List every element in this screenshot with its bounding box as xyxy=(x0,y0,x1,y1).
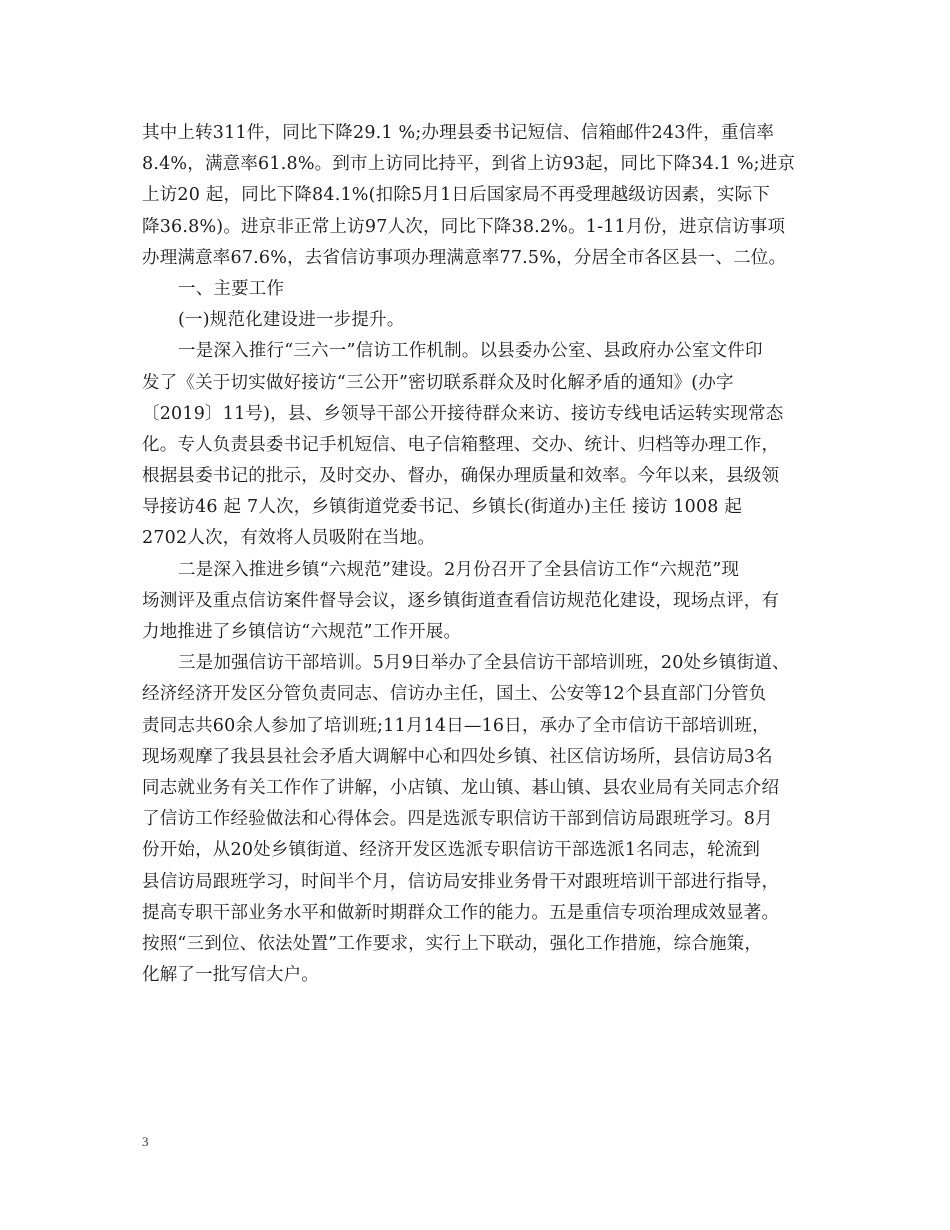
text-line: 了信访工作经验做法和心得体会。四是选派专职信访干部到信访局跟班学习。8月 xyxy=(142,809,773,830)
text-line: 提高专职干部业务水平和做新时期群众工作的能力。五是重信专项治理成效显著。 xyxy=(142,902,780,923)
text-line: 同志就业务有关工作作了讲解，小店镇、龙山镇、碁山镇、县农业局有关同志介绍 xyxy=(142,777,780,798)
text-line: 责同志共60余人参加了培训班;11月14日—16日，承办了全市信访干部培训班， xyxy=(142,715,770,736)
text-line: 一、主要工作 xyxy=(178,278,285,299)
text-line: 份开始，从20处乡镇街道、经济开发区选派专职信访干部选派1名同志，轮流到 xyxy=(142,840,761,861)
text-line: 其中上转311件，同比下降29.1 %;办理县委书记短信、信箱邮件243件，重信率 xyxy=(142,123,775,143)
text-line: 根据县委书记的批示，及时交办、督办，确保办理质量和效率。今年以来，县级领 xyxy=(142,466,780,487)
text-line: 县信访局跟班学习，时间半个月，信访局安排业务骨干对跟班培训干部进行指导， xyxy=(142,871,780,892)
text-line: 8.4%，满意率61.8%。到市上访同比持平，到省上访93起，同比下降34.1 %;进京 xyxy=(142,154,796,175)
text-line: 发了《关于切实做好接访“三公开”密切联系群众及时化解矛盾的通知》(办字 xyxy=(142,372,734,393)
text-line: 上访20 起，同比下降84.1%(扣除5月1日后国家局不再受理越级访因素，实际下 xyxy=(142,185,771,206)
text-line: 场测评及重点信访案件督导会议，逐乡镇街道查看信访规范化建设，现场点评，有 xyxy=(142,590,780,611)
text-line: 力地推进了乡镇信访“六规范”工作开展。 xyxy=(142,622,462,642)
document-body xyxy=(142,118,824,991)
page-number: 3 xyxy=(142,1134,149,1149)
text-line: 现场观摩了我县县社会矛盾大调解中心和四处乡镇、社区信访场所，县信访局3名 xyxy=(142,746,773,767)
text-line: 办理满意率67.6%，去省信访事项办理满意率77.5%，分居全市各区县一、二位。 xyxy=(142,247,787,268)
text-line: 降36.8%)。进京非正常上访97人次，同比下降38.2%。1-11月份，进京信访事项 xyxy=(142,216,786,237)
text-line: 〔2019〕11号)，县、乡领导干部公开接待群众来访、接访专线电话运转实现常态 xyxy=(142,403,784,424)
text-line: 按照“三到位、依法处置”工作要求，实行上下联动，强化工作措施，综合施策， xyxy=(142,933,763,954)
text-line: 三是加强信访干部培训。5月9日举办了全县信访干部培训班，20处乡镇街道、 xyxy=(178,653,790,674)
text-line: 2702人次，有效将人员吸附在当地。 xyxy=(142,528,436,549)
text-line: 化。专人负责县委书记手机短信、电子信箱整理、交办、统计、归档等办理工作， xyxy=(142,434,780,455)
text-line: 化解了一批写信大户。 xyxy=(142,965,319,986)
text-line: 经济经济开发区分管负责同志、信访办主任，国土、公安等12个县直部门分管负 xyxy=(142,684,767,705)
text-line: 导接访46 起 7人次，乡镇街道党委书记、乡镇长(街道办)主任 接访 1008 起 xyxy=(142,497,743,518)
text-line: 一是深入推行“三六一”信访工作机制。以县委办公室、县政府办公室文件印 xyxy=(178,341,763,362)
text-line: (一)规范化建设进一步提升。 xyxy=(178,310,405,331)
text-line: 二是深入推进乡镇“六规范”建设。2月份召开了全县信访工作“六规范”现 xyxy=(178,559,740,580)
